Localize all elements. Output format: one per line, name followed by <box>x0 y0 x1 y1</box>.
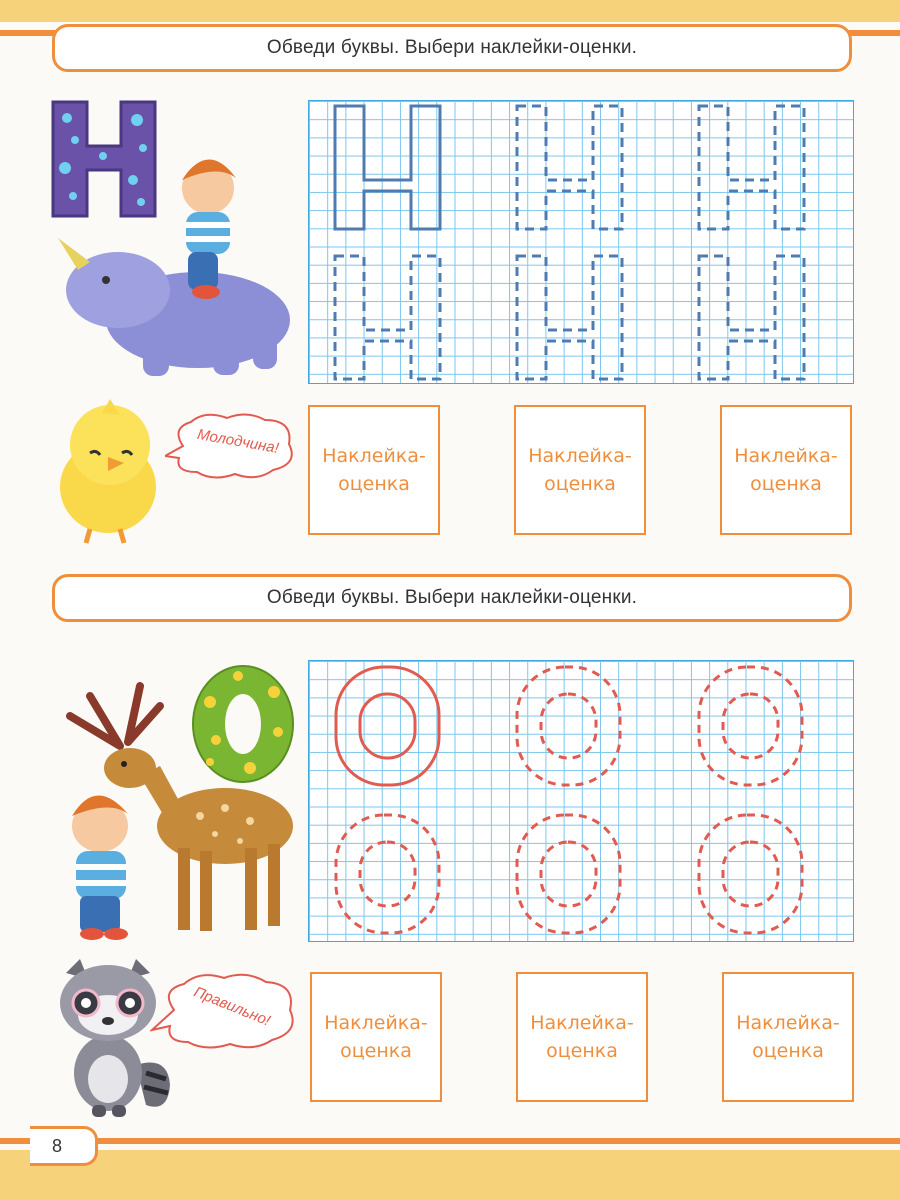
speech-text: Правильно! <box>191 983 273 1030</box>
sticker-slot[interactable] <box>720 405 852 535</box>
sticker-slot[interactable] <box>514 405 646 535</box>
tracing-grid-1[interactable] <box>308 100 854 384</box>
sticker-line2: оценка <box>750 473 822 495</box>
sticker-line2: оценка <box>544 473 616 495</box>
sticker-line2: оценка <box>340 1040 412 1062</box>
sticker-line1: Наклейка- <box>734 444 838 467</box>
sticker-slot[interactable] <box>308 405 440 535</box>
sticker-line1: Наклейка- <box>322 444 426 467</box>
bottom-border <box>0 1150 900 1200</box>
tracing-grid-2[interactable] <box>308 660 854 942</box>
sticker-line2: оценка <box>752 1040 824 1062</box>
sticker-slot[interactable] <box>722 972 854 1102</box>
letter-n-tracing <box>309 101 855 385</box>
speech-text: Молодчина! <box>195 425 281 458</box>
instruction-banner-1 <box>52 24 852 72</box>
instruction-banner-2 <box>52 574 852 622</box>
sticker-line1: Наклейка- <box>736 1011 840 1034</box>
speech-bubble-1 <box>165 410 300 482</box>
chick-illustration <box>50 395 162 545</box>
sticker-line2: оценка <box>338 473 410 495</box>
sticker-line1: Наклейка- <box>528 444 632 467</box>
speech-bubble-2 <box>150 970 300 1052</box>
page-number-text: 8 <box>52 1135 63 1156</box>
page-number <box>30 1126 98 1166</box>
top-border <box>0 0 900 22</box>
instruction-text: Обведи буквы. Выбери наклейки-оценки. <box>266 587 638 608</box>
sticker-slot[interactable] <box>516 972 648 1102</box>
sticker-slot[interactable] <box>310 972 442 1102</box>
bottom-orange-line <box>0 1138 900 1144</box>
sticker-line2: оценка <box>546 1040 618 1062</box>
sticker-line1: Наклейка- <box>530 1011 634 1034</box>
letter-o-tracing <box>309 661 855 943</box>
rhino-and-boy-illustration <box>48 140 298 385</box>
sticker-line1: Наклейка- <box>324 1011 428 1034</box>
letter-o-illustration <box>190 662 296 786</box>
instruction-text: Обведи буквы. Выбери наклейки-оценки. <box>266 37 638 58</box>
